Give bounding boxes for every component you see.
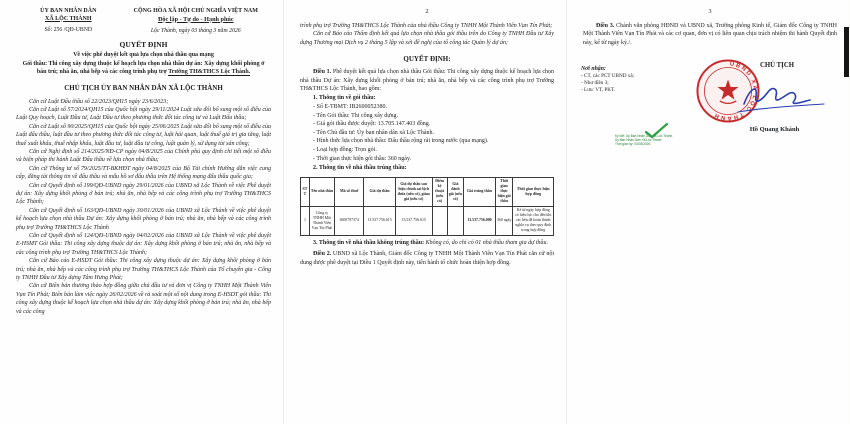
recital-paragraph: Căn cứ Quyết định số 163/QĐ-UBND ngày 30/01/2026 của UBND xã Lộc Thành về việc phê duyệt kế hoạch lựa chọn nhà thầu Dự án: Xây dựng khối phòng ở bán trú; nhà ăn, nhà bếp và các công trình phụ trợ Trường TH&THCS Lộc Thành: [16, 207, 271, 231]
continuation-paragraph: trình phụ trợ Trường TH&THCS Lộc Thành của nhà thầu Công ty TNHH Một Thành Viên Vạn Tín Phát;: [300, 23, 553, 29]
article-1-label: Điều 1.: [313, 69, 332, 76]
recipient-item: - Lưu: VT, PKT.: [581, 86, 616, 93]
document-number: Số: 256 /QĐ-UBND: [44, 27, 93, 33]
cell-stt: 1: [301, 206, 310, 235]
page-number: 3: [708, 8, 712, 15]
col-header-gia-du-thau: Giá dự thầu: [364, 177, 396, 206]
package-info-item: - Giá gói thầu được duyệt: 13.705.147.403 đồng.: [313, 121, 431, 128]
national-motto-block: [121, 8, 271, 34]
recipients-label: Nơi nhận:: [581, 66, 606, 72]
package-info-item: - Tên Gói thầu: Thi công xây dựng.: [313, 112, 399, 119]
document-subject: [16, 60, 271, 76]
cell-gia-sau-hieu-chinh: 13.537.756.615: [395, 206, 432, 235]
subject-text: Gói thầu: Thi công xây dựng thuộc kế hoạch lựa chọn nhà thầu dự án: Xây dựng khối phòng ở bán trú; nhà ăn, nhà bếp và các công trình phụ trợ: [22, 60, 265, 75]
cell-gia-danh-gia: [447, 206, 463, 235]
document-subtitle: Về việc phê duyệt kết quả lựa chọn nhà thầu qua mạng: [73, 51, 214, 58]
col-header-ma-so-thue: Mã số thuế: [335, 177, 364, 206]
signature-title: CHỦ TỊCH: [759, 62, 795, 69]
document-page-1: [0, 0, 283, 424]
page1-header: [16, 8, 271, 34]
handwritten-signature: [732, 74, 827, 126]
digital-stamp-line: Thời gian ký: 03/03/2026: [615, 142, 651, 147]
article-2-text: UBND xã Lộc Thành, Giám đốc Công ty TNHH Một Thành Viên Vạn Tín Phát căn cứ nội dung được phê duyệt tại Điều 1 Quyết định này, tiến hành tổ chức hoàn thiện hợp đồng.: [300, 251, 554, 266]
subject-school-name: Trường TH&THCS Lộc Thành.: [168, 68, 251, 75]
cell-ma-so-thue: 3600797374: [335, 206, 364, 235]
article-3-label: Điều 3.: [596, 23, 615, 29]
table-row: [301, 206, 554, 235]
article-2: [300, 250, 554, 267]
recital-paragraph: Căn cứ Luật số 90/2025/QH15 của Quốc hội ngày 25/06/2025 Luật sửa đổi bổ sung một số điều của Luật đấu thầu, luật đầu tư theo phương thức đối tác công tư, luật hải quan, luật thuế giá trị gia tăng, luật thuế xuất khẩu, thuế nhập khẩu, luật đầu tư, luật đầu tư công, luật quản lý, sử dụng tài sản công;: [16, 123, 271, 147]
col-header-diem-ky-thuat: Điểm kỹ thuật (nếu có): [432, 177, 447, 206]
package-info-item: - Số E-TBMT: IB2600052380.: [313, 104, 388, 111]
place-and-date: Lộc Thành, ngày 03 tháng 3 năm 2026: [150, 27, 241, 34]
col-header-gia-sau-hieu-chinh: Giá dự thầu sau hiệu chỉnh sai lệch thừa (nếu có), giảm giá (nếu có): [395, 177, 432, 206]
package-info-item: - Loại hợp đồng: Trọn gói.: [313, 147, 377, 153]
article-2-label: Điều 2.: [313, 251, 332, 258]
signer-name: Hồ Quang Khánh: [749, 126, 800, 133]
decision-heading: QUYẾT ĐỊNH:: [403, 55, 451, 64]
recipient-item: - CT, các PCT UBND xã;: [581, 73, 635, 79]
cell-ten-nha-thau: Công ty TNHH Một Thành Viên Vạn Tín Phát: [309, 206, 334, 235]
section-3-heading: 3. Thông tin về nhà thầu không trúng thầu:: [313, 239, 425, 246]
document-page-2: [283, 0, 566, 424]
recital-paragraph: Căn cứ Thông tư số 79/2025/TT-BKHĐT ngày 04/8/2025 của Bộ Tài chính Hướng dẫn việc cung cấp, đăng tải thông tin về đấu thầu và mẫu hồ sơ đấu thầu trên Hệ thống mạng đấu thầu quốc gia;: [16, 165, 271, 181]
scan-artifact-bar: [844, 27, 849, 77]
issuer-block: [16, 8, 121, 34]
cell-gia-du-thau: 13.537.756.615: [364, 206, 396, 235]
recital-paragraph: Căn cứ Báo cáo Thẩm định kết quả lựa chọn nhà thầu gói thầu trên do Công ty TNHH Đầu tư Xây dựng Thương mại Dịch vụ 2 tháng 5 lập và xét đề nghị của tổ công tác Quản lý dự án;: [300, 31, 554, 46]
article-3: [583, 22, 837, 47]
document-page-3: [566, 0, 849, 424]
recital-paragraph: Căn cứ Quyết định số 199/QĐ-UBND ngày 29/01/2026 của UBND xã Lộc Thành về việc Phê duyệt dự án: Xây dựng khối phòng ở bán trú; nhà ăn, nhà bếp và các công trình phụ trợ Trường TH&THCS Lộc Thành;: [16, 182, 271, 206]
recipient-item: - Như điều 3;: [581, 79, 609, 86]
document-title: QUYẾT ĐỊNH: [119, 39, 168, 49]
section-3: [300, 239, 554, 247]
cell-diem-ky-thuat: [432, 206, 447, 235]
checkmark-icon: [643, 122, 669, 140]
package-info-item: - Hình thức lựa chọn nhà thầu: Đấu thầu rộng rãi trong nước (qua mạng).: [313, 138, 489, 145]
national-motto: Độc lập - Tự do - Hạnh phúc: [157, 15, 234, 23]
recital-paragraph: Căn cứ Báo cáo E-HSDT Gói thầu: Thi công xây dựng thuộc dự án: Xây dựng khối phòng ở bán trú; nhà ăn, nhà bếp và các công trình phụ trợ Trường TH&THCS Lộc Thành của Tổ chuyên gia - Công ty TNHH Đầu tư Xây dựng Tâm Hưng Phát;: [16, 258, 271, 282]
digital-stamp-line: Ký bởi: Ủy Ban Nhân Dân Xã Lộc Thành: [615, 134, 673, 138]
article-1: [300, 68, 554, 93]
winning-bidder-table: [300, 177, 554, 236]
cell-thoi-gian-goi-thau: 360 ngày: [495, 206, 513, 235]
issuer-name-line2: XÃ LỘC THÀNH: [44, 15, 92, 22]
national-title: CỘNG HÒA XÃ HỘI CHỦ NGHĨA VIỆT NAM: [133, 8, 258, 14]
digital-signature-stamp: [615, 134, 695, 147]
section-3-text: Không có, do chỉ có 01 nhà thầu tham gia dự thầu.: [424, 239, 549, 246]
col-header-gia-danh-gia: Giá đánh giá (nếu có): [447, 177, 463, 206]
col-header-ten-nha-thau: Tên nhà thầu: [309, 177, 334, 206]
recital-paragraph: Căn cứ Quyết định số 124/QĐ-UBND ngày 04/02/2026 của UBND xã Lộc Thành về việc phê duyệt E-HSMT Gói thầu: Thi công xây dựng thuộc dự án: Xây dựng khối phòng ở bán trú; nhà ăn, nhà bếp và các công trình phụ trợ Trường TH&THCS Lộc Thành;: [16, 233, 271, 256]
recital-paragraph: Căn cứ Nghị định số 214/2025/NĐ-CP ngày 04/8/2025 của Chính phủ quy định chi tiết một số điều và biện pháp thi hành Luật Đấu thầu về lựa chọn nhà thầu;: [16, 148, 271, 164]
section-2-heading: 2. Thông tin về nhà thầu trúng thầu:: [313, 165, 407, 172]
package-info-item: - Thời gian thực hiện gói thầu: 360 ngày.: [313, 155, 412, 162]
col-header-stt: STT: [301, 177, 310, 206]
section-1-heading: 1. Thông tin về gói thầu:: [313, 95, 376, 102]
cell-thoi-gian-hop-dong: Kể từ ngày hợp đồng có hiệu lực cho đến khi các bên đã hoàn thành nghĩa vụ theo quy định trong hợp đồng: [513, 206, 554, 235]
col-header-thoi-gian-goi-thau: Thời gian thực hiện gói thầu: [495, 177, 513, 206]
recital-paragraph: Căn cứ Luật số 57/2024/QH15 của Quốc hội ngày 29/11/2024 Luật sửa đổi bổ sung một số điều của Luật Quy hoạch, Luật Đầu tư, Luật Đầu tư theo phương thức đối tác công tư và Luật Đấu thầu;: [16, 106, 271, 122]
seal-text: UBND XÃ LỘC THÀNH: [712, 61, 758, 121]
digital-stamp-line: Ủy Ban Nhân Dân Xã Lộc Thành: [615, 138, 662, 143]
cell-gia-trung-thau: 13.537.756.000: [464, 206, 496, 235]
article-3-text: Chánh văn phòng HĐND và UBND xã, Trưởng phòng Kinh tế, Giám đốc Công ty TNHH Một Thành Viên Vạn Tín Phát và các cơ quan, đơn vị có liên quan chịu trách nhiệm thi hành Quyết định này, kể từ ngày ký./.: [583, 23, 838, 46]
signature-stroke: [732, 74, 827, 126]
package-info-item: - Tên Chủ đầu tư: Ủy ban nhân dân xã Lộc Thành.: [313, 129, 435, 136]
authority-heading: CHỦ TỊCH ỦY BAN NHÂN DÂN XÃ LỘC THÀNH: [64, 83, 223, 92]
page-number: 2: [425, 8, 429, 15]
table-header-row: [301, 177, 554, 206]
col-header-gia-trung-thau: Giá trúng thầu: [464, 177, 496, 206]
recipients-block: [581, 66, 634, 93]
issuer-name-line1: ỦY BAN NHÂN DÂN: [40, 8, 97, 14]
recital-paragraph: Căn cứ Luật Đấu thầu số 22/2023/QH15 ngày 23/6/2023;: [29, 98, 169, 105]
article-1-text: Phê duyệt kết quả lựa chọn nhà thầu Gói thầu: Thi công xây dựng thuộc kế hoạch lựa chọn nhà thầu Dự án: Xây dựng khối phòng ở bán trú; nhà ăn, nhà bếp và các công trình phụ trợ Trường TH&THCS Lộc Thành, bao gồm:: [300, 69, 554, 93]
recital-paragraph: Căn cứ Biên bản thương thảo hợp đồng giữa chủ đầu tư và đơn vị Công ty TNHH Một Thành Viên Vạn Tín Phát; Biên bản làm việc ngày 26/02/2026 về rà soát một số nội dung trong E-HSDT gói thầu: Thi công xây dựng thuộc kế hoạch lựa chọn nhà thầu dự án: Xây dựng khối phòng ở bán trú; nhà ăn, nhà bếp và các công: [16, 283, 271, 315]
col-header-thoi-gian-hop-dong: Thời gian thực hiện hợp đồng: [513, 177, 554, 206]
